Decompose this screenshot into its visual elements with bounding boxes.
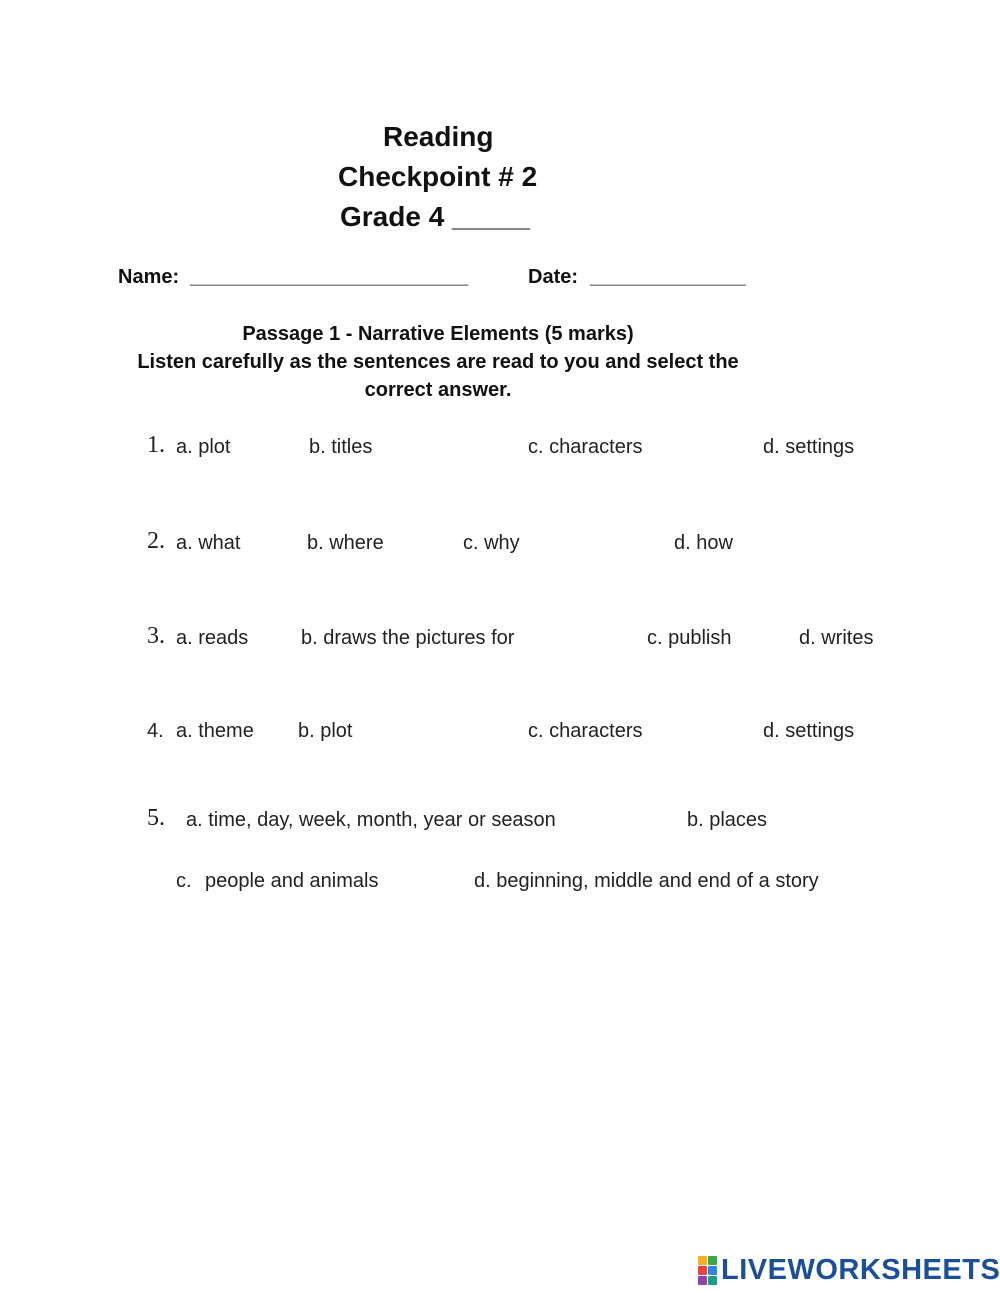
date-field[interactable]: ______________ xyxy=(590,266,746,288)
q5-option-c-letter[interactable]: c. xyxy=(176,870,192,892)
q4-option-d[interactable]: d. settings xyxy=(763,720,855,742)
date-label: Date: xyxy=(528,266,579,288)
q5-option-d[interactable]: d. beginning, middle and end of a story xyxy=(474,870,819,892)
liveworksheets-logo xyxy=(698,1254,1000,1286)
logo-blocks-icon xyxy=(698,1256,717,1285)
title-grade: Grade 4 _____ xyxy=(340,201,530,232)
question-1-number: 1. xyxy=(147,432,165,458)
q5-option-a[interactable]: a. time, day, week, month, year or season xyxy=(186,809,556,831)
q3-option-c[interactable]: c. publish xyxy=(647,627,732,649)
q1-option-d[interactable]: d. settings xyxy=(763,436,855,458)
q3-option-a[interactable]: a. reads xyxy=(176,627,249,649)
q1-option-c[interactable]: c. characters xyxy=(528,436,643,458)
q2-option-c[interactable]: c. why xyxy=(463,532,520,554)
q2-option-a[interactable]: a. what xyxy=(176,532,241,554)
name-label: Name: xyxy=(118,266,180,288)
q1-option-a[interactable]: a. plot xyxy=(176,436,231,458)
question-4-number: 4. xyxy=(147,720,164,742)
q1-option-b[interactable]: b. titles xyxy=(309,436,373,458)
q2-option-b[interactable]: b. where xyxy=(307,532,384,554)
q4-option-a[interactable]: a. theme xyxy=(176,720,254,742)
q3-option-b[interactable]: b. draws the pictures for xyxy=(301,627,515,649)
passage-instruction-1: Listen carefully as the sentences are read to you and select the xyxy=(137,351,739,373)
question-2-number: 2. xyxy=(147,528,165,554)
logo-text: LIVEWORKSHEETS xyxy=(721,1253,1000,1286)
title-reading: Reading xyxy=(383,121,494,152)
q5-option-c[interactable]: people and animals xyxy=(205,870,379,892)
title-checkpoint: Checkpoint # 2 xyxy=(338,161,538,192)
name-field[interactable]: _________________________ xyxy=(190,266,469,288)
question-3-number: 3. xyxy=(147,623,165,649)
passage-instruction-2: correct answer. xyxy=(364,379,512,401)
question-5-number: 5. xyxy=(147,805,165,831)
passage-heading: Passage 1 - Narrative Elements (5 marks) xyxy=(242,323,634,345)
q4-option-b[interactable]: b. plot xyxy=(298,720,353,742)
q4-option-c[interactable]: c. characters xyxy=(528,720,643,742)
q2-option-d[interactable]: d. how xyxy=(674,532,733,554)
q3-option-d[interactable]: d. writes xyxy=(799,627,874,649)
q5-option-b[interactable]: b. places xyxy=(687,809,768,831)
